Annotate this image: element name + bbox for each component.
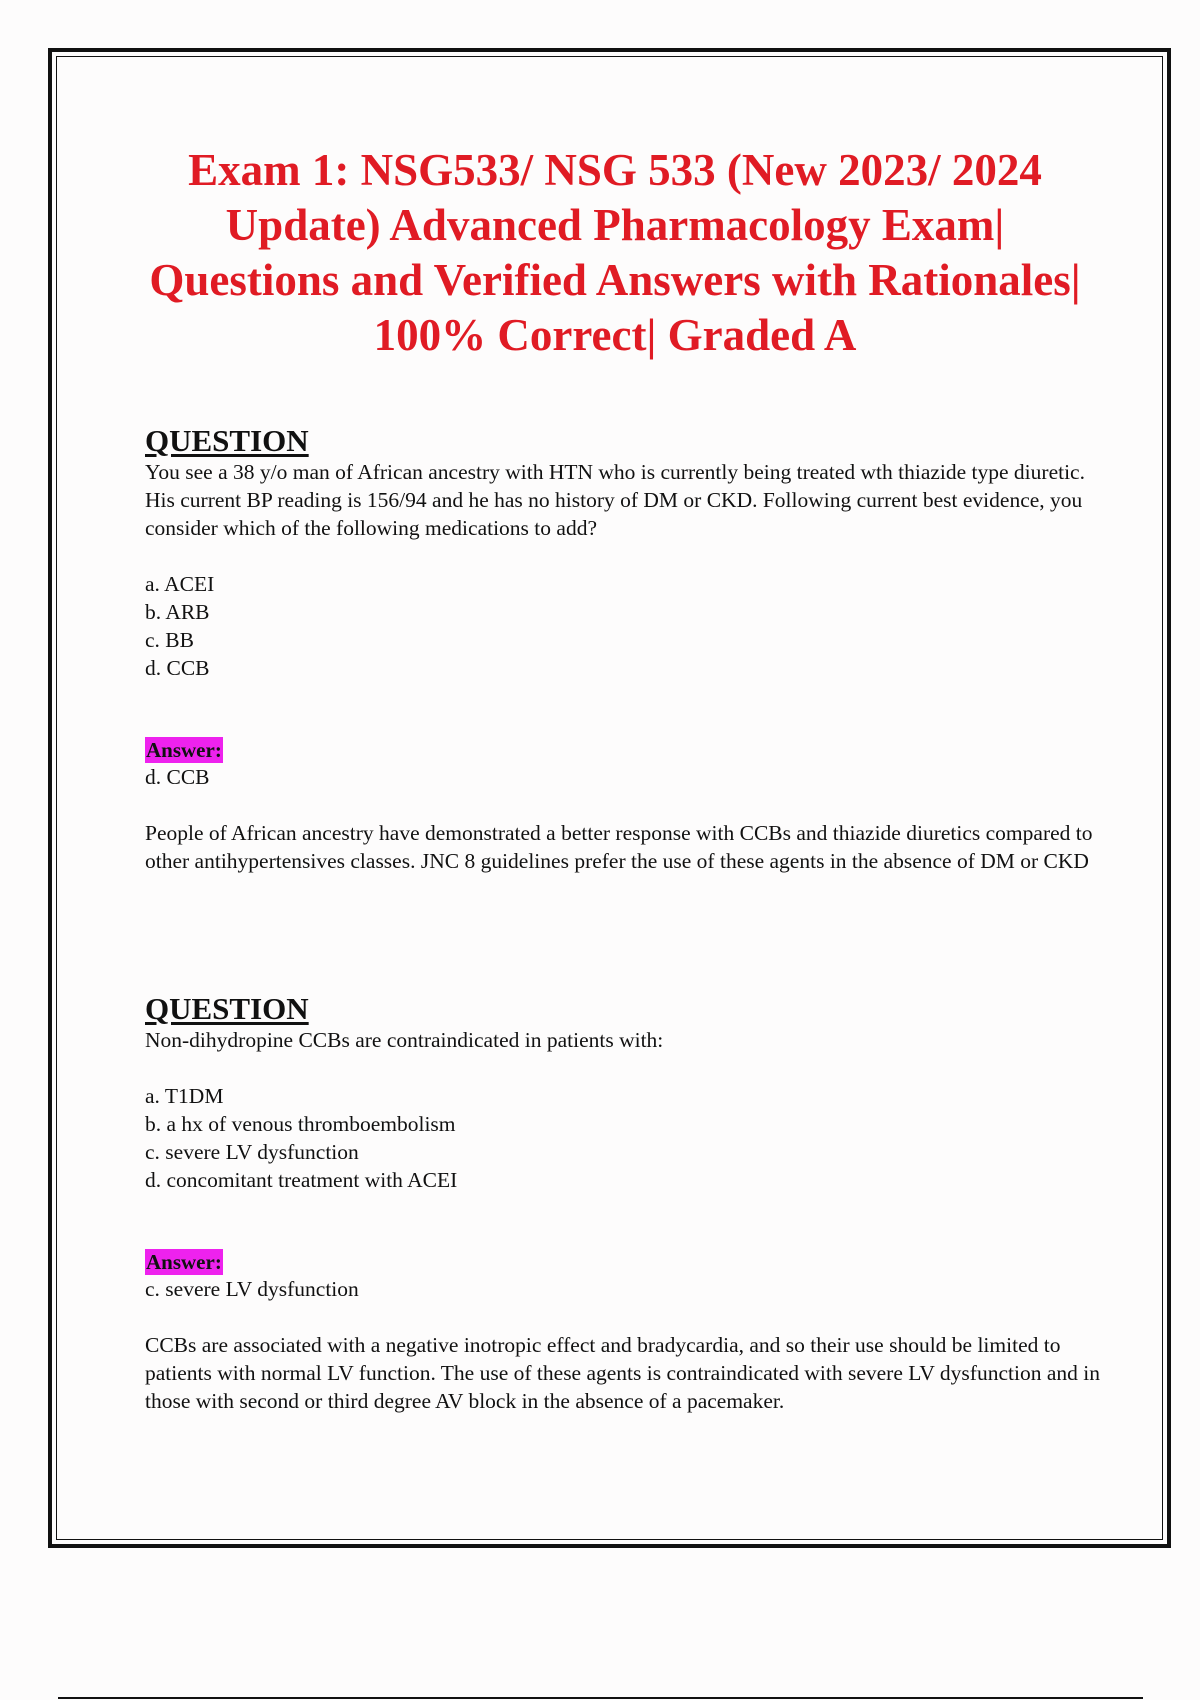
question-heading: QUESTION (145, 423, 309, 458)
question-text: Non-dihydropine CCBs are contraindicated in patients with: (145, 1028, 664, 1052)
answer-label: Answer: (146, 738, 222, 762)
option-a: a. ACEI (145, 572, 215, 596)
answer-label: Answer: (146, 1250, 222, 1274)
option-c: c. severe LV dysfunction (145, 1140, 359, 1164)
rationale-text: People of African ancestry have demonstrated a better response with CCBs and thiazide diuretics compared to other antihypertensives classes. JNC 8 guidelines prefer the use of these agents in the absence of DM or CKD (145, 821, 1093, 873)
answer-section (145, 737, 1105, 791)
answer-options (145, 570, 1105, 682)
rationale-text: CCBs are associated with a negative inotropic effect and bradycardia, and so their use should be limited to patients with normal LV function. The use of these agents is contraindicated with severe LV dysfunction and in those with second or third degree AV block in the absence of a pacemaker. (145, 1333, 1100, 1413)
answer-value: c. severe LV dysfunction (145, 1277, 359, 1301)
option-c: c. BB (145, 628, 194, 652)
question-heading: QUESTION (145, 991, 309, 1026)
answer-section (145, 1249, 1105, 1303)
option-a: a. T1DM (145, 1084, 224, 1108)
question-text: You see a 38 y/o man of African ancestry with HTN who is currently being treated wth thiazide type diuretic. His current BP reading is 156/94 and he has no history of DM or CKD. Following current best evidence, you consider which of the following medications to add? (145, 460, 1085, 540)
question-block-1 (145, 424, 1105, 875)
question-block-2 (145, 992, 1105, 1415)
answer-value: d. CCB (145, 765, 210, 789)
option-b: b. a hx of venous thromboembolism (145, 1112, 456, 1136)
answer-options (145, 1082, 1105, 1194)
option-d: d. concomitant treatment with ACEI (145, 1168, 458, 1192)
document-title: Exam 1: NSG533/ NSG 533 (New 2023/ 2024 Update) Advanced Pharmacology Exam| Questions and Verified Answers with Rationales| 100% Correct| Graded A (149, 145, 1081, 360)
option-b: b. ARB (145, 600, 210, 624)
option-d: d. CCB (145, 656, 210, 680)
page-divider (58, 1697, 1143, 1699)
